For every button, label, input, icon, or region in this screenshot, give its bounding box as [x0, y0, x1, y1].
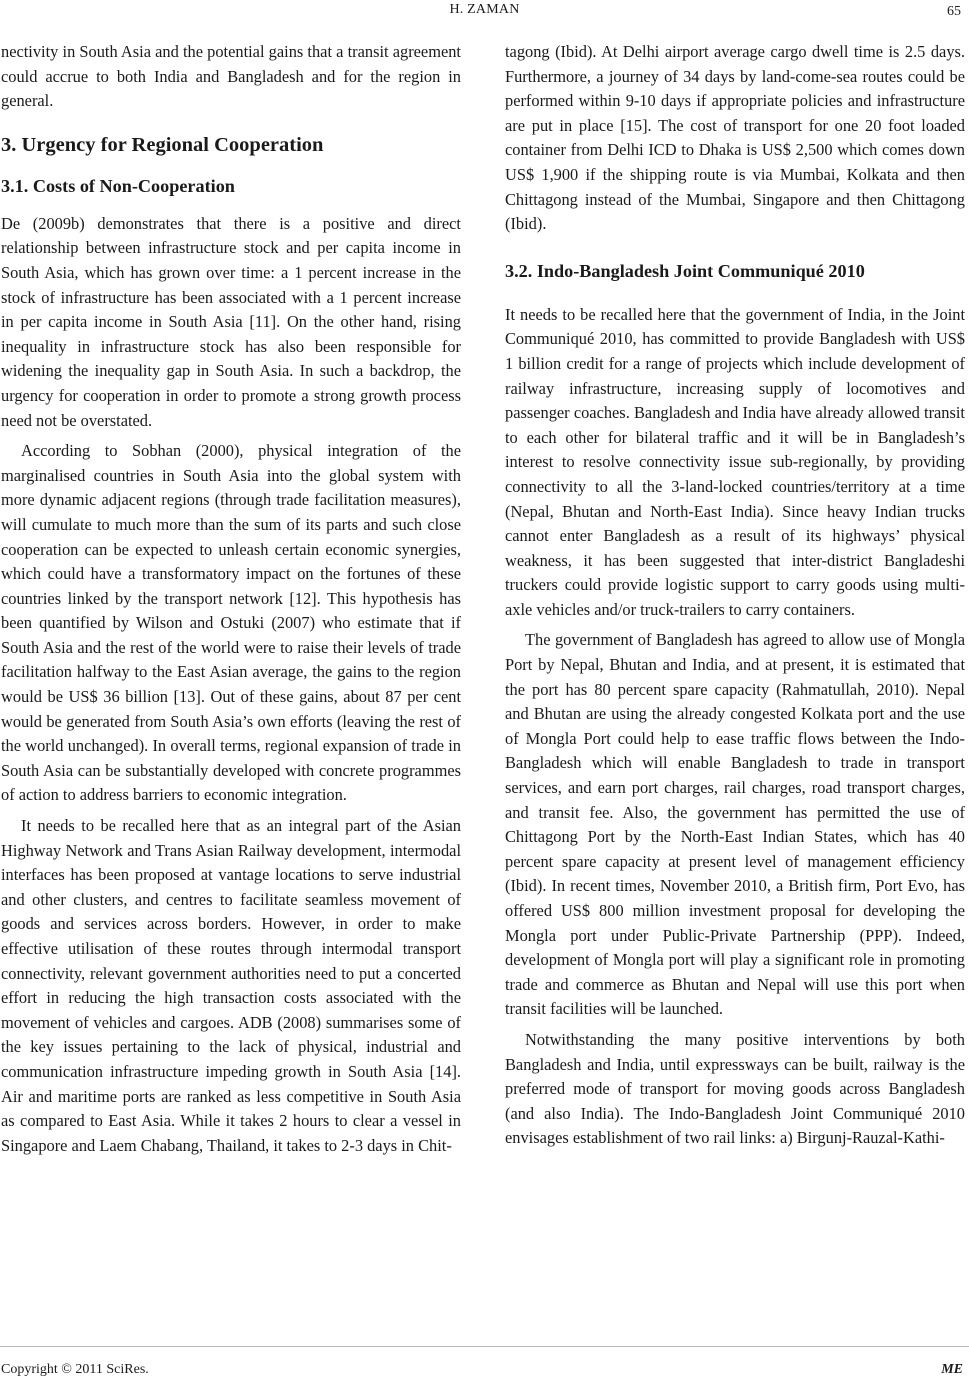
paragraph: De (2009b) demonstrates that there is a positive and direct relationship between infrastructure stock and per capita income in South Asia, which has grown over time: a 1 percent increase in the stock of infrastructure has been associated with a 1 percent increase in per capita income in South Asia [11]. On the other hand, rising inequality in infrastructure stock has also been responsible for widening the inequality gap in South Asia. In such a backdrop, the urgency for cooperation in order to promote a strong growth process need not be overstated. [1, 213, 461, 430]
page-footer [0, 1356, 969, 1380]
right-column [505, 40, 965, 1157]
paragraph: According to Sobhan (2000), physical integration of the marginalised countries in South Asia into the global system with more dynamic adjacent regions (through trade facilitation measures), will cumulate to much more than the sum of its parts and such close cooperation can be expected to unleash certain economic synergies, which could have a transformatory impact on the fortunes of these countries linked by the transport network [12]. This hypothesis has been quantified by Wilson and Ostuki (2007) who estimate that if South Asia and the rest of the world were to raise their levels of trade facilitation halfway to the East Asian average, the gains to the region would be US$ 36 billion [13]. Out of these gains, about 87 per cent would be generated from South Asia’s own efforts (leaving the rest of the world unchanged). In overall terms, regional expansion of trade in South Asia can be substantially developed with concrete programmes of action to address barriers to economic integration. [1, 441, 461, 805]
journal-abbreviation: ME [941, 1362, 963, 1377]
running-head: H. ZAMAN [449, 2, 520, 17]
footer-divider [0, 1346, 969, 1347]
paragraph-continuation: nectivity in South Asia and the potential gains that a transit agreement could accrue to both India and Bangladesh and for the region in general. [1, 42, 461, 111]
copyright-notice: Copyright © 2011 SciRes. [1, 1362, 149, 1377]
paragraph: It needs to be recalled here that as an integral part of the Asian Highway Network and Trans Asian Railway development, intermodal interfaces has been proposed at vantage locations to serve industrial and other clusters, and centres to facilitate seamless movement of goods and services across borders. However, in order to make effective utilisation of these routes through intermodal transport connectivity, relevant government authorities need to put a concerted effort in reducing the high transaction costs associated with the movement of vehicles and cargoes. ADB (2008) summarises some of the key issues pertaining to the lack of physical, industrial and communication infrastructure impeding growth in South Asia [14]. Air and maritime ports are ranked as less competitive in South Asia as compared to East Asia. While it takes 2 hours to clear a vessel in Singapore and Laem Chabang, Thailand, it takes to 2-3 days in Chit- [1, 816, 461, 1155]
left-column [1, 40, 461, 1164]
paragraph: Notwithstanding the many positive interventions by both Bangladesh and India, until expressways can be built, railway is the preferred mode of transport for moving goods across Bangladesh (and also India). The Indo-Bangladesh Joint Communiqué 2010 envisages establishment of two rail links: a) Birgunj-Rauzal-Kathi- [505, 1029, 965, 1148]
subsection-heading-communique: 3.2. Indo-Bangladesh Joint Communiqué 2010 [505, 260, 865, 281]
section-heading: 3. Urgency for Regional Cooperation [1, 133, 324, 156]
paragraph-continuation: tagong (Ibid). At Delhi airport average cargo dwell time is 2.5 days. Furthermore, a journey of 34 days by land-come-sea routes could be performed within 9-10 days if appropriate policies and infrastructure are put in place [15]. The cost of transport for one 20 foot loaded container from Delhi ICD to Dhaka is US$ 2,500 which comes down US$ 1,900 if the shipping route is via Mumbai, Kolkata and then Chittagong instead of the Mumbai, Singapore and then Chittagong (Ibid). [505, 42, 965, 234]
subsection-heading-costs: 3.1. Costs of Non-Cooperation [1, 175, 235, 196]
page-number: 65 [947, 4, 961, 19]
paragraph: It needs to be recalled here that the government of India, in the Joint Communiqué 2010, has committed to provide Bangladesh with US$ 1 billion credit for a range of projects which include development of railway infrastructure, increasing supply of locomotives and passenger coaches. Bangladesh and India have already allowed transit to each other for bilateral traffic and it will be in Bangladesh’s interest to resolve connectivity issue sub-regionally, by providing connectivity to all the 3-land-locked countries/territory at a time (Nepal, Bhutan and North-East India). Since heavy Indian trucks cannot enter Bangladesh as a result of its highways’ physical weakness, it has been suggested that inter-district Bangladeshi truckers could provide logistic support to carry goods using multi-axle vehicles and/or truck-trailers to carry containers. [505, 304, 965, 619]
paragraph: The government of Bangladesh has agreed to allow use of Mongla Port by Nepal, Bhutan and India, and at present, it is estimated that the port has 80 percent spare capacity (Rahmatullah, 2010). Nepal and Bhutan are using the already congested Kolkata port and the use of Mongla Port could help to ease traffic flows between the Indo-Bangladesh which will enable Bangladesh to trade in transport services, and earn port charges, rail charges, road transport charges, and transit fee. Also, the government has permitted the use of Chittagong Port by the North-East Indian States, which has 40 percent spare capacity at present level of management efficiency (Ibid). In recent times, November 2010, a British firm, Port Evo, has offered US$ 800 million investment proposal for developing the Mongla port under Public-Private Partnership (PPP). Indeed, development of Mongla port will play a significant role in promoting trade and commerce as Bhutan and Nepal will use this port when transit facilities will be launched. [505, 630, 965, 1019]
